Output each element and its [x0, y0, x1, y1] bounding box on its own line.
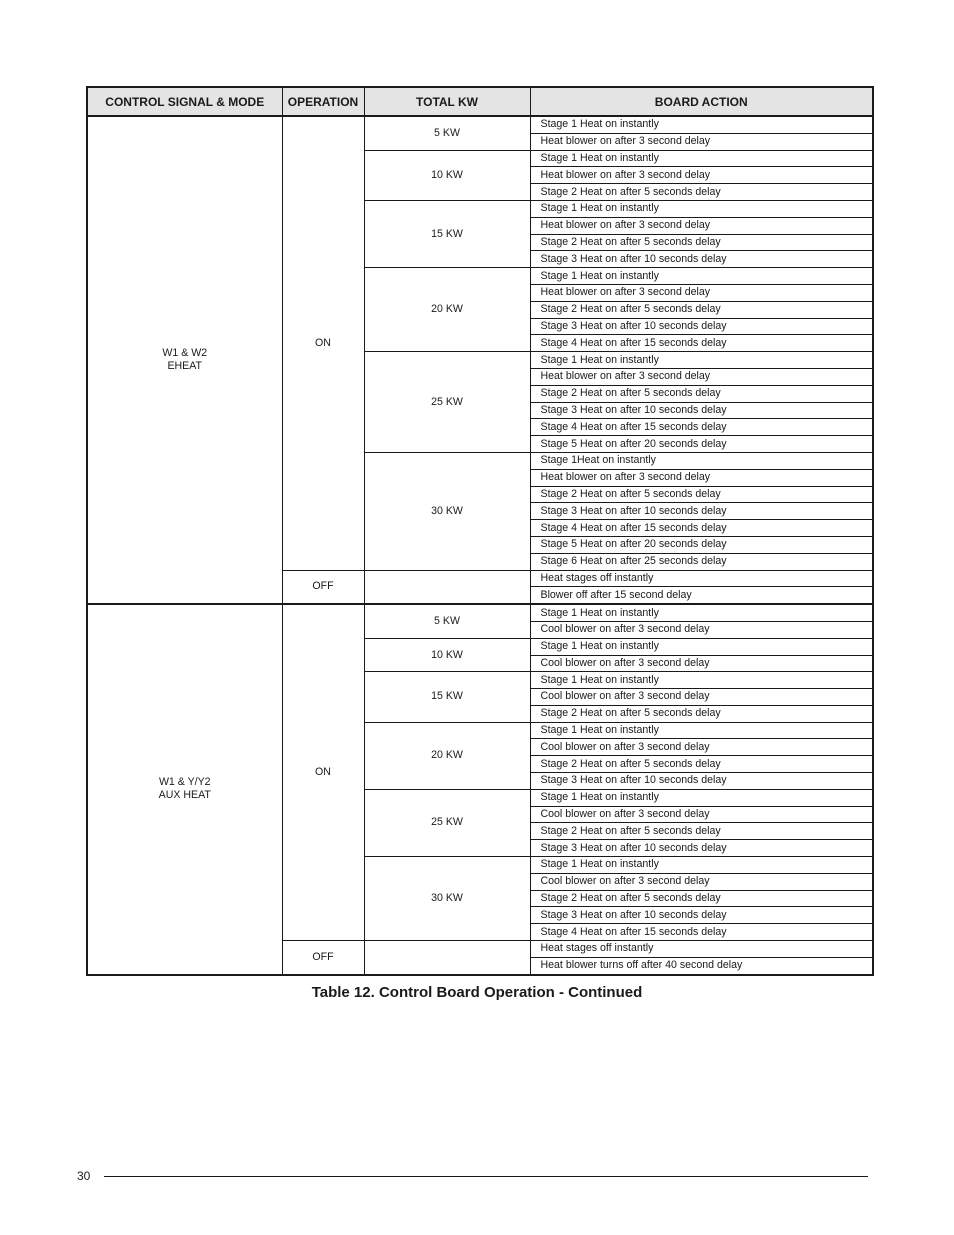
board-action-cell: Stage 2 Heat on after 5 seconds delay	[530, 705, 873, 722]
board-action-cell: Stage 5 Heat on after 20 seconds delay	[530, 436, 873, 453]
board-action-cell: Heat blower on after 3 second delay	[530, 284, 873, 301]
operation-cell: OFF	[282, 941, 364, 975]
total-kw-cell: 30 KW	[364, 857, 530, 941]
control-signal-text: W1 & W2	[162, 347, 208, 360]
board-action-cell: Stage 2 Heat on after 5 seconds delay	[530, 756, 873, 773]
board-action-cell: Cool blower on after 3 second delay	[530, 739, 873, 756]
board-action-cell: Stage 1 Heat on instantly	[530, 352, 873, 369]
board-action-cell: Stage 3 Heat on after 10 seconds delay	[530, 503, 873, 520]
board-action-cell: Stage 6 Heat on after 25 seconds delay	[530, 553, 873, 570]
header-operation: OPERATION	[282, 87, 364, 116]
board-action-cell: Stage 1 Heat on instantly	[530, 150, 873, 167]
table-header	[87, 87, 873, 116]
board-action-cell: Stage 4 Heat on after 15 seconds delay	[530, 419, 873, 436]
board-action-cell: Heat stages off instantly	[530, 941, 873, 958]
board-action-cell: Heat blower on after 3 second delay	[530, 133, 873, 150]
board-action-cell: Cool blower on after 3 second delay	[530, 873, 873, 890]
board-action-cell: Stage 2 Heat on after 5 seconds delay	[530, 385, 873, 402]
board-action-cell: Stage 1 Heat on instantly	[530, 672, 873, 689]
board-action-cell: Stage 2 Heat on after 5 seconds delay	[530, 184, 873, 201]
board-action-cell: Stage 2 Heat on after 5 seconds delay	[530, 890, 873, 907]
control-signal-text: EHEAT	[167, 360, 203, 373]
board-action-cell: Stage 2 Heat on after 5 seconds delay	[530, 486, 873, 503]
operation-cell: ON	[282, 116, 364, 570]
board-action-cell: Stage 4 Heat on after 15 seconds delay	[530, 520, 873, 537]
table-body	[87, 116, 873, 975]
board-action-cell: Cool blower on after 3 second delay	[530, 655, 873, 672]
header-row	[87, 87, 873, 116]
board-action-cell: Heat stages off instantly	[530, 570, 873, 587]
total-kw-cell: 20 KW	[364, 722, 530, 789]
board-action-cell: Stage 1 Heat on instantly	[530, 789, 873, 806]
total-kw-cell	[364, 941, 530, 975]
total-kw-cell: 25 KW	[364, 352, 530, 453]
board-action-cell: Stage 1 Heat on instantly	[530, 604, 873, 621]
operation-cell: ON	[282, 604, 364, 940]
board-action-cell: Blower off after 15 second delay	[530, 587, 873, 604]
control-signal-cell	[87, 116, 282, 604]
board-action-cell: Stage 3 Heat on after 10 seconds delay	[530, 318, 873, 335]
table-row	[87, 116, 873, 133]
control-signal-text: W1 & Y/Y2	[158, 776, 211, 789]
board-action-cell: Heat blower turns off after 40 second delay	[530, 957, 873, 974]
board-action-cell: Stage 3 Heat on after 10 seconds delay	[530, 402, 873, 419]
board-action-cell: Heat blower on after 3 second delay	[530, 167, 873, 184]
control-signal-text: AUX HEAT	[158, 789, 211, 802]
total-kw-cell: 15 KW	[364, 672, 530, 722]
board-action-cell: Stage 1 Heat on instantly	[530, 268, 873, 285]
board-action-cell: Cool blower on after 3 second delay	[530, 806, 873, 823]
footer-rule	[104, 1176, 868, 1177]
board-action-cell: Stage 3 Heat on after 10 seconds delay	[530, 907, 873, 924]
board-action-cell: Stage 2 Heat on after 5 seconds delay	[530, 301, 873, 318]
board-action-cell: Heat blower on after 3 second delay	[530, 469, 873, 486]
total-kw-cell: 10 KW	[364, 638, 530, 672]
board-action-cell: Heat blower on after 3 second delay	[530, 217, 873, 234]
board-action-cell: Heat blower on after 3 second delay	[530, 368, 873, 385]
board-action-cell: Stage 1 Heat on instantly	[530, 200, 873, 217]
board-action-cell: Stage 1 Heat on instantly	[530, 116, 873, 133]
board-action-cell: Stage 1 Heat on instantly	[530, 857, 873, 874]
board-action-cell: Stage 5 Heat on after 20 seconds delay	[530, 536, 873, 553]
total-kw-cell: 5 KW	[364, 604, 530, 638]
total-kw-cell: 30 KW	[364, 452, 530, 570]
board-action-cell: Stage 3 Heat on after 10 seconds delay	[530, 251, 873, 268]
total-kw-cell: 10 KW	[364, 150, 530, 200]
page-number: 30	[77, 1169, 91, 1183]
board-action-cell: Stage 4 Heat on after 15 seconds delay	[530, 335, 873, 352]
board-action-cell: Stage 1 Heat on instantly	[530, 722, 873, 739]
header-total-kw: TOTAL KW	[364, 87, 530, 116]
total-kw-cell	[364, 570, 530, 604]
header-board-action: BOARD ACTION	[530, 87, 873, 116]
board-action-cell: Cool blower on after 3 second delay	[530, 689, 873, 706]
header-control-signal-mode: CONTROL SIGNAL & MODE	[87, 87, 282, 116]
board-action-cell: Stage 3 Heat on after 10 seconds delay	[530, 773, 873, 790]
board-action-cell: Cool blower on after 3 second delay	[530, 621, 873, 638]
board-action-cell: Stage 4 Heat on after 15 seconds delay	[530, 924, 873, 941]
board-action-cell: Stage 1Heat on instantly	[530, 452, 873, 469]
control-board-operation-table	[86, 86, 874, 976]
table-row	[87, 604, 873, 621]
total-kw-cell: 5 KW	[364, 116, 530, 150]
board-action-cell: Stage 1 Heat on instantly	[530, 638, 873, 655]
board-action-cell: Stage 3 Heat on after 10 seconds delay	[530, 840, 873, 857]
total-kw-cell: 25 KW	[364, 789, 530, 856]
table-caption: Table 12. Control Board Operation - Continued	[311, 984, 643, 1001]
total-kw-cell: 15 KW	[364, 200, 530, 267]
board-action-cell: Stage 2 Heat on after 5 seconds delay	[530, 234, 873, 251]
control-signal-cell	[87, 604, 282, 975]
board-action-cell: Stage 2 Heat on after 5 seconds delay	[530, 823, 873, 840]
total-kw-cell: 20 KW	[364, 268, 530, 352]
operation-cell: OFF	[282, 570, 364, 604]
